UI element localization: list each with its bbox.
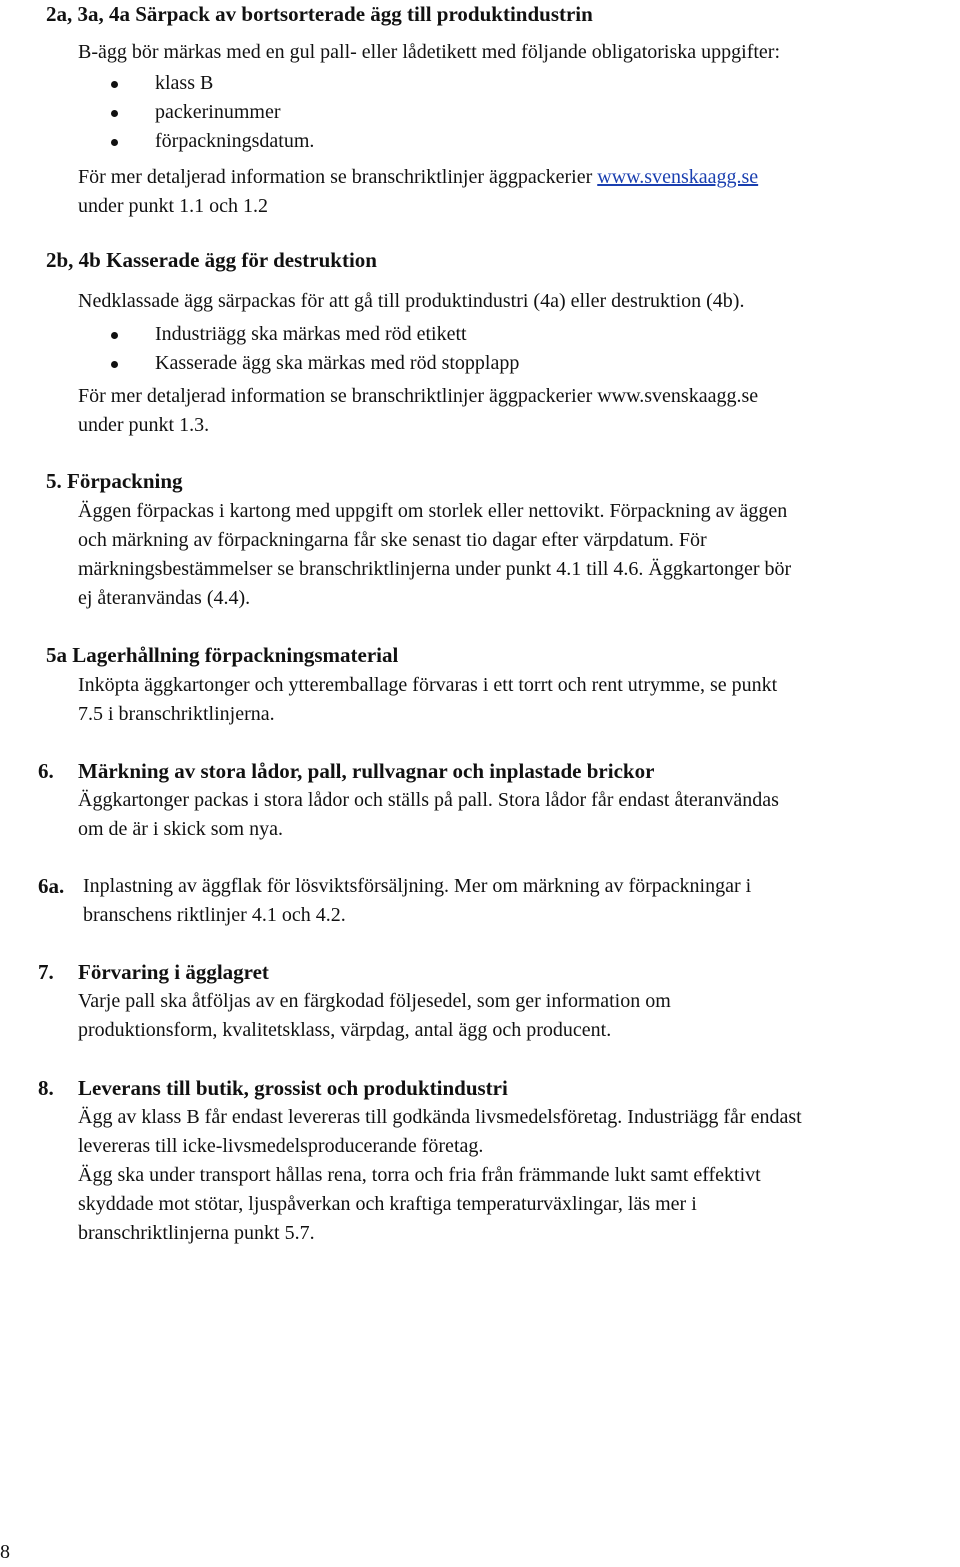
section-7-heading: Förvaring i ägglagret: [78, 960, 269, 984]
section-5-body: [78, 497, 791, 613]
section-7-body: [78, 987, 671, 1045]
text-line: 7.5 i branschriktlinjerna.: [78, 703, 275, 725]
text-line: levereras till icke-livsmedelsproducerande företag.: [78, 1135, 484, 1157]
section-8-heading: Leverans till butik, grossist och produktindustri: [78, 1076, 508, 1100]
section-6-body: [78, 786, 779, 844]
section-2a-info-line: [78, 163, 758, 192]
text-line: skyddade mot stötar, ljuspåverkan och kraftiga temperaturväxlingar, läs mer i: [78, 1193, 697, 1215]
section-5a-heading: 5a Lagerhållning förpackningsmaterial: [46, 643, 399, 667]
section-6a-body: [83, 872, 751, 930]
text-line: Varje pall ska åtföljas av en färgkodad följesedel, som ger information om: [78, 990, 671, 1012]
text-line: Äggkartonger packas i stora lådor och ställs på pall. Stora lådor får endast återanvändas: [78, 789, 779, 811]
section-7-number: 7.: [38, 960, 54, 984]
list-item: förpackningsdatum.: [78, 127, 314, 156]
section-8-number: 8.: [38, 1076, 54, 1100]
list-item: packerinummer: [78, 98, 314, 127]
text-line: branschriktlinjerna punkt 5.7.: [78, 1222, 315, 1244]
text-line: Äggen förpackas i kartong med uppgift om storlek eller nettovikt. Förpackning av äggen: [78, 500, 788, 522]
section-2b-info-line: För mer detaljerad information se branschriktlinjer äggpackerier www.svenskaagg.se: [78, 385, 759, 407]
svenskaagg-link[interactable]: www.svenskaagg.se: [597, 166, 759, 188]
text-line: Ägg ska under transport hållas rena, torra och fria från främmande lukt samt effektivt: [78, 1164, 761, 1186]
section-2b-bullet-list: [78, 320, 519, 378]
text-line: branschens riktlinjer 4.1 och 4.2.: [83, 904, 346, 926]
list-item: Kasserade ägg ska märkas med röd stopplapp: [78, 349, 519, 378]
section-2b-intro: Nedklassade ägg särpackas för att gå till produktindustri (4a) eller destruktion (4b).: [78, 290, 745, 312]
text-line: och märkning av förpackningarna får ske senast tio dagar efter värpdatum. För: [78, 529, 707, 551]
section-2a-heading: 2a, 3a, 4a Särpack av bortsorterade ägg till produktindustrin: [46, 2, 593, 26]
section-2a-info-text: För mer detaljerad information se branschriktlinjer äggpackerier: [78, 166, 598, 188]
section-2b-heading: 2b, 4b Kasserade ägg för destruktion: [46, 248, 377, 272]
list-item: klass B: [78, 69, 314, 98]
text-line: om de är i skick som nya.: [78, 818, 283, 840]
list-item: Industriägg ska märkas med röd etikett: [78, 320, 519, 349]
section-2a-intro: B-ägg bör märkas med en gul pall- eller lådetikett med följande obligatoriska uppgifter:: [78, 41, 781, 63]
section-6-heading: Märkning av stora lådor, pall, rullvagnar och inplastade brickor: [78, 759, 655, 783]
text-line: Inplastning av äggflak för lösviktsförsäljning. Mer om märkning av förpackningar i: [83, 875, 752, 897]
text-line: Inköpta äggkartonger och ytteremballage förvaras i ett torrt och rent utrymme, se punkt: [78, 674, 778, 696]
page-number: 8: [0, 1541, 10, 1563]
text-line: ej återanvändas (4.4).: [78, 587, 251, 609]
text-line: märkningsbestämmelser se branschriktlinjerna under punkt 4.1 till 4.6. Äggkartonger bör: [78, 558, 792, 580]
text-line: produktionsform, kvalitetsklass, värpdag, antal ägg och producent.: [78, 1019, 612, 1041]
text-line: Ägg av klass B får endast levereras till godkända livsmedelsföretag. Industriägg får endast: [78, 1106, 802, 1128]
section-2b-info-line2: under punkt 1.3.: [78, 414, 210, 436]
section-6a-number: 6a.: [38, 874, 65, 898]
section-8-body: [78, 1103, 802, 1248]
section-2a-bullet-list: [78, 69, 314, 156]
section-5a-body: [78, 671, 777, 729]
section-6-number: 6.: [38, 759, 54, 783]
section-5-heading: 5. Förpackning: [46, 469, 183, 493]
section-2a-info-suffix: under punkt 1.1 och 1.2: [78, 195, 268, 217]
